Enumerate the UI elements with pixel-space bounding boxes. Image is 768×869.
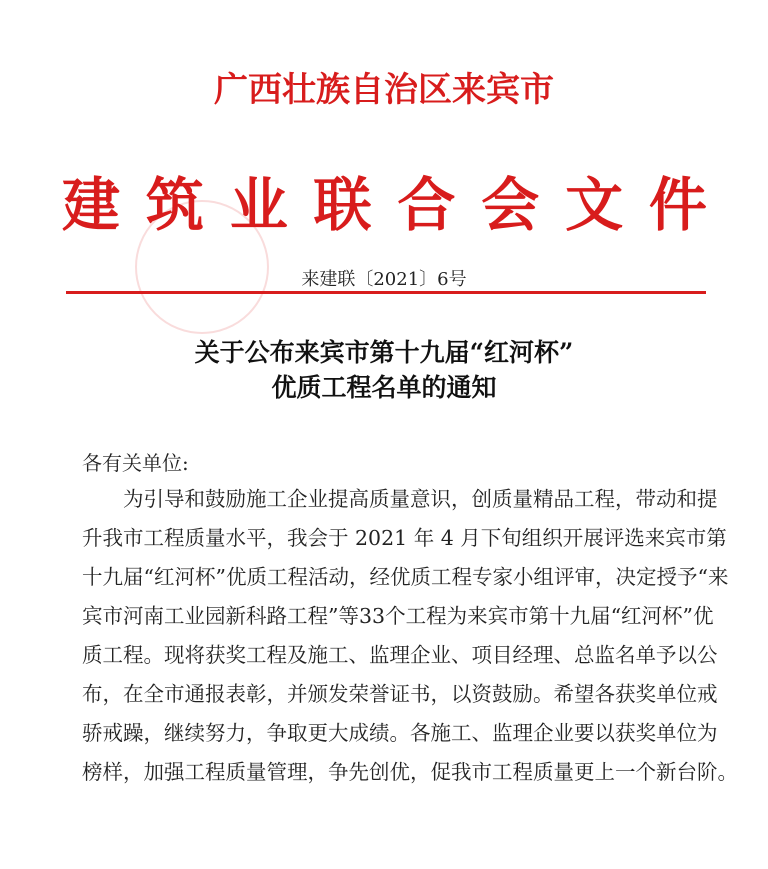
notice-title-line-2: 优质工程名单的通知: [271, 373, 497, 402]
body-line: 为引导和鼓励施工企业提高质量意识，创质量精品工程，带动和提: [82, 487, 718, 511]
body-line: 榜样，加强工程质量管理，争先创优，促我市工程质量更上一个新台阶。: [82, 760, 738, 784]
heading-char: 合: [397, 171, 456, 239]
notice-title-line-1: 关于公布来宾市第十九届“红河杯”: [194, 338, 574, 367]
heading-char: 件: [648, 171, 707, 239]
heading-char: 业: [229, 171, 288, 239]
heading-char: 建: [62, 171, 121, 239]
red-divider: [66, 291, 706, 294]
document-type-heading: [62, 158, 707, 242]
heading-char: 筑: [145, 171, 204, 239]
heading-char: 文: [565, 171, 624, 239]
issuing-organization: 广西壮族自治区来宾市: [214, 70, 554, 110]
body-line: 十九届“红河杯”优质工程活动，经优质工程专家小组评审，决定授予“来: [82, 565, 729, 589]
body-line: 升我市工程质量水平，我会于 2021 年 4 月下旬组织开展评选来宾市第: [82, 526, 727, 550]
body-line: 骄戒躁，继续努力，争取更大成绩。各施工、监理企业要以获奖单位为: [82, 721, 718, 745]
heading-char: 联: [313, 171, 372, 239]
document-number: 来建联〔2021〕6号: [301, 269, 467, 290]
body-line: 质工程。现将获奖工程及施工、监理企业、项目经理、总监名单予以公: [82, 643, 718, 667]
salutation: 各有关单位:: [82, 451, 189, 475]
body-line: 宾市河南工业园新科路工程”等33个工程为来宾市第十九届“红河杯”优: [82, 604, 714, 628]
body-line: 布，在全市通报表彰，并颁发荣誉证书，以资鼓励。希望各获奖单位戒: [82, 682, 718, 706]
heading-char: 会: [481, 171, 540, 239]
